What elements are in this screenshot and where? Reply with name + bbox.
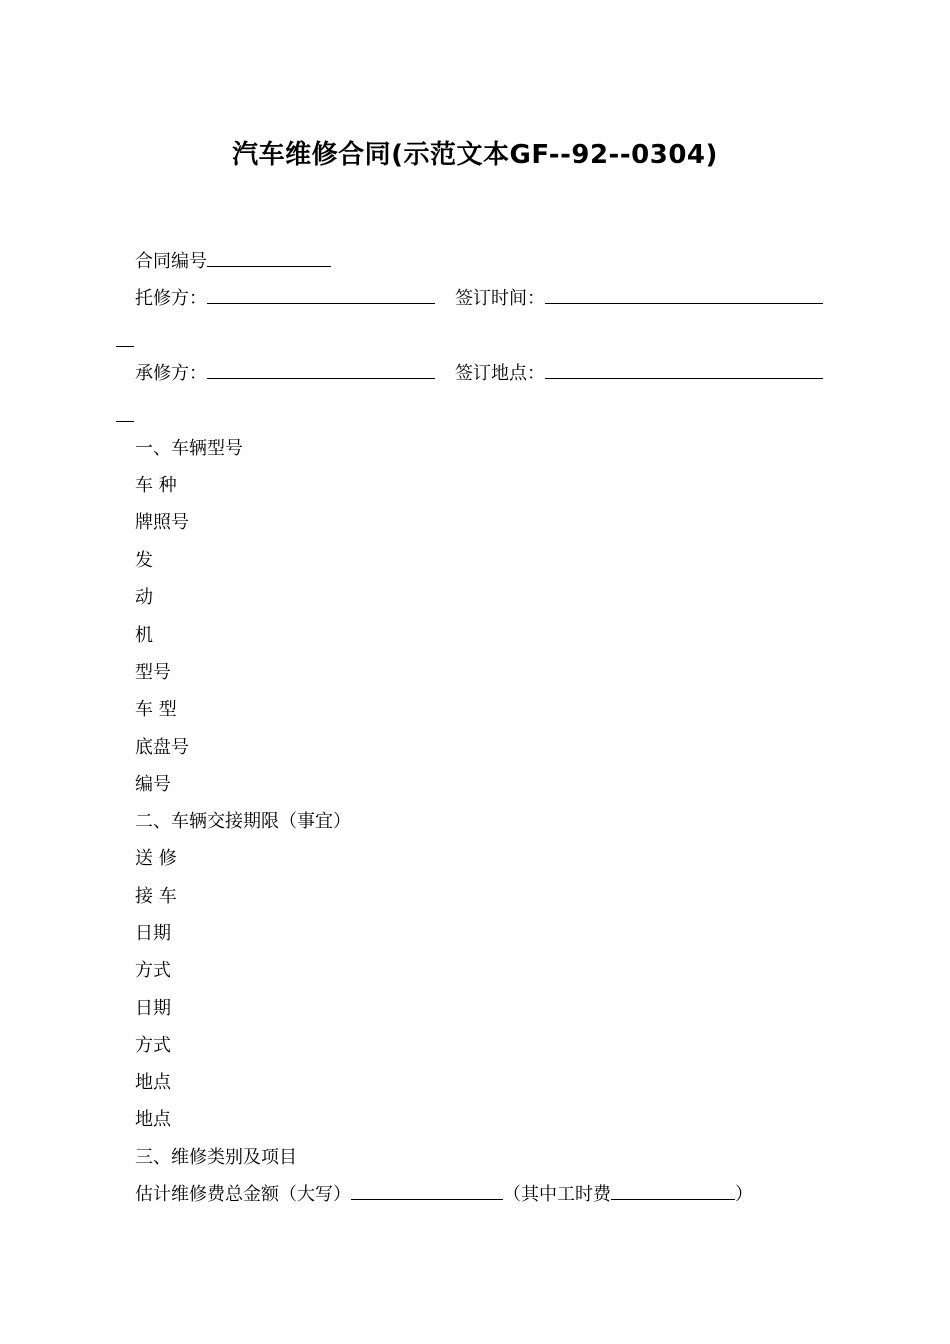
sign-time-blank[interactable] [545, 287, 823, 304]
contract-number-label: 合同编号 [135, 251, 207, 272]
sign-time-label: 签订时间： [455, 288, 545, 309]
model-number-label: 型号 [135, 662, 171, 683]
section-1-title: 一、车辆型号 [135, 438, 243, 459]
engine-label-3: 机 [135, 625, 153, 646]
estimate-amount-blank[interactable] [351, 1183, 503, 1200]
estimate-label: 估计维修费总金额（大写） [135, 1184, 351, 1205]
sign-place-label: 签订地点： [455, 363, 545, 384]
entrusting-party-label: 托修方： [135, 288, 207, 309]
serial-number-label: 编号 [135, 774, 171, 795]
estimate-row [135, 1182, 753, 1208]
repair-party-label: 承修方： [135, 363, 207, 384]
pick-up-label: 接 车 [135, 886, 177, 907]
contract-number-blank[interactable] [207, 250, 331, 267]
sign-time-blank-continuation [116, 345, 134, 347]
vehicle-type-label: 车 种 [135, 475, 177, 496]
document-title: 汽车维修合同(示范文本GF--92--0304) [232, 140, 718, 170]
engine-label-2: 动 [135, 587, 153, 608]
plate-number-label: 牌照号 [135, 512, 189, 533]
entrusting-party-row [135, 286, 823, 312]
method-label-1: 方式 [135, 960, 171, 981]
repair-party-blank[interactable] [207, 362, 435, 379]
date-label-1: 日期 [135, 923, 171, 944]
entrusting-party-blank[interactable] [207, 287, 435, 304]
place-label-2: 地点 [135, 1109, 171, 1130]
contract-number-row [135, 249, 331, 275]
section-2-title: 二、车辆交接期限（事宜） [135, 811, 351, 832]
engine-label-1: 发 [135, 550, 153, 571]
sign-place-blank[interactable] [545, 362, 823, 379]
date-label-2: 日期 [135, 998, 171, 1019]
labor-fee-open: （其中工时费 [503, 1184, 611, 1205]
section-3-title: 三、维修类别及项目 [135, 1147, 297, 1168]
method-label-2: 方式 [135, 1035, 171, 1056]
labor-fee-close: ） [735, 1184, 753, 1205]
repair-party-row [135, 361, 823, 387]
labor-fee-blank[interactable] [611, 1183, 735, 1200]
car-model-label: 车 型 [135, 699, 177, 720]
chassis-number-label: 底盘号 [135, 737, 189, 758]
sign-place-blank-continuation [116, 420, 134, 422]
send-repair-label: 送 修 [135, 848, 177, 869]
place-label-1: 地点 [135, 1072, 171, 1093]
